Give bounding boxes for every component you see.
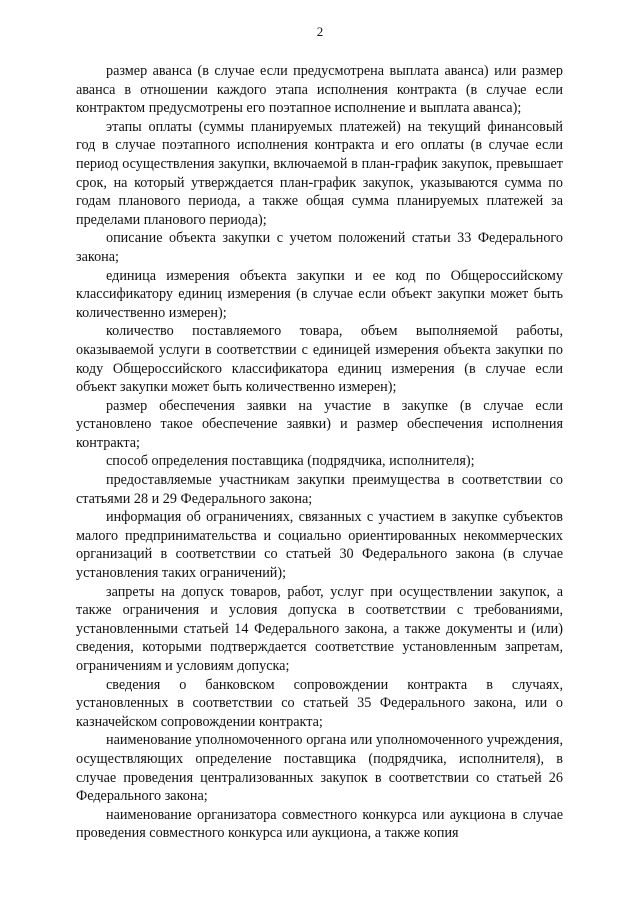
- body-text: [76, 62, 563, 843]
- paragraph-security-size: размер обеспечения заявки на участие в закупке (в случае если установлено такое обеспечение заявки) и размер обеспечения исполнения контракта;: [76, 397, 563, 451]
- paragraph-payment-stages: этапы оплаты (суммы планируемых платежей) на текущий финансовый год в случае поэтапного исполнения контракта и его оплаты (в случае если период осуществления закупки, включаемой в план-график закупок, превышает срок, на который утверждается план-график закупок, указываются сумма по годам планового периода, а также общая сумма планируемых платежей за пределами планового периода);: [76, 118, 563, 228]
- paragraph-object-description: описание объекта закупки с учетом положений статьи 33 Федерального закона;: [76, 230, 563, 265]
- paragraph-advantages: предоставляемые участникам закупки преимущества в соответствии со статьями 28 и 29 Федерального закона;: [76, 472, 563, 507]
- paragraph-quantity: количество поставляемого товара, объем выполняемой работы, оказываемой услуги в соответствии с единицей измерения объекта закупки по коду Общероссийского классификатора единиц измерения (в случае если объект закупки может быть количественно измерен);: [76, 323, 563, 396]
- paragraph-restrictions-small-business: информация об ограничениях, связанных с участием в закупке субъектов малого предпринимательства и социально ориентированных некоммерческих организаций в соответствии со статьей 30 Федерального закона (в случае установления таких ограничений);: [76, 509, 563, 582]
- paragraph-authorized-body: наименование уполномоченного органа или уполномоченного учреждения, осуществляющих определение поставщика (подрядчика, исполнителя), в случае проведения централизованных закупок в соответствии со статьей 26 Федерального закона;: [76, 732, 563, 805]
- paragraph-joint-tender-organizer: наименование организатора совместного конкурса или аукциона в случае проведения совместного конкурса или аукциона, а также копия: [76, 806, 563, 842]
- paragraph-supplier-method: способ определения поставщика (подрядчика, исполнителя);: [106, 453, 475, 470]
- paragraph-advance-size: размер аванса (в случае если предусмотрена выплата аванса) или размер аванса в отношении каждого этапа исполнения контракта (в случае если контрактом предусмотрены его поэтапное исполнение и выплата аванса);: [76, 63, 563, 117]
- paragraph-bank-support: сведения о банковском сопровождении контракта в случаях, установленных в соответствии со статьей 35 Федерального закона, или о казначейском сопровождении контракта;: [76, 676, 563, 730]
- page-number: 2: [316, 24, 324, 39]
- paragraph-admission-bans: запреты на допуск товаров, работ, услуг при осуществлении закупок, а также ограничения и условия допуска в соответствии с требованиями, установленными статьей 14 Федерального закона, а также документы и (или) сведения, которыми подтверждается соответствие установленным запретам, ограничениям и условиям допуска;: [76, 583, 563, 674]
- paragraph-unit-of-measure: единица измерения объекта закупки и ее код по Общероссийскому классификатору единиц измерения (в случае если объект закупки может быть количественно измерен);: [76, 267, 563, 321]
